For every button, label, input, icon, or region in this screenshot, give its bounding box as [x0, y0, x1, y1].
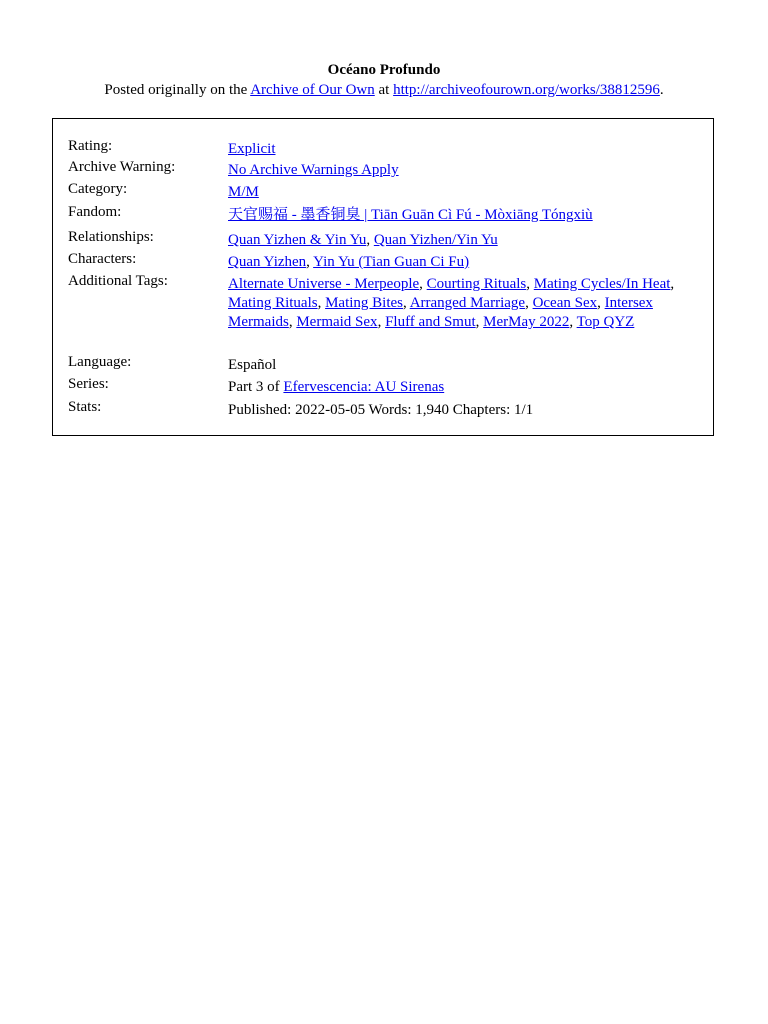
language-label: Language:: [68, 354, 132, 370]
stats-value: Published: 2022-05-05 Words: 1,940 Chapters: 1/1: [228, 402, 534, 418]
character-link[interactable]: Quan Yizhen: [228, 254, 307, 270]
relationship-link[interactable]: Quan Yizhen/Yin Yu: [373, 232, 498, 248]
series-prefix: Part 3 of: [228, 379, 284, 395]
work-title: Océano Profundo: [327, 62, 441, 78]
tag-link[interactable]: Mermaid Sex: [296, 314, 378, 330]
relationship-link[interactable]: Quan Yizhen & Yin Yu: [228, 232, 367, 248]
tag-link[interactable]: Fluff and Smut: [385, 314, 476, 330]
warning-label: Archive Warning:: [68, 159, 176, 175]
language-value: Español: [228, 357, 277, 373]
tags-list: Alternate Universe - Merpeople, Courting Rituals, Mating Cycles/In Heat, Mating Rituals, Mating Bites, Arranged Marriage, Ocean Sex, Intersex Mermaids, Mermaid Sex, Fluff and Smut, MerMay 2022, Top QYZ: [228, 276, 675, 330]
relationships-label: Relationships:: [68, 229, 154, 245]
fandom-label: Fandom:: [68, 204, 122, 220]
posted-prefix: Posted originally on the: [104, 82, 251, 98]
tag-link[interactable]: Mating Rituals: [228, 295, 318, 311]
tag-link[interactable]: Alternate Universe - Merpeople: [228, 276, 420, 292]
archive-link[interactable]: Archive of Our Own: [250, 82, 375, 98]
tag-link[interactable]: MerMay 2022: [483, 314, 570, 330]
series-label: Series:: [68, 376, 109, 392]
tag-link[interactable]: Ocean Sex: [532, 295, 598, 311]
characters-label: Characters:: [68, 251, 137, 267]
tag-link[interactable]: Mating Cycles/In Heat: [533, 276, 671, 292]
posted-suffix: .: [659, 82, 664, 98]
rating-link[interactable]: Explicit: [228, 141, 276, 157]
tag-link[interactable]: Top QYZ: [576, 314, 635, 330]
tags-label: Additional Tags:: [68, 273, 168, 289]
tag-link[interactable]: Arranged Marriage: [409, 295, 526, 311]
series-link[interactable]: Efervescencia: AU Sirenas: [283, 379, 445, 395]
rating-label: Rating:: [68, 138, 113, 154]
posted-line: [0, 82, 768, 99]
tag-link[interactable]: Courting Rituals: [426, 276, 527, 292]
work-url-link[interactable]: http://archiveofourown.org/works/38812596: [393, 82, 660, 98]
tag-link[interactable]: Mating Bites: [325, 295, 404, 311]
category-link[interactable]: M/M: [228, 184, 259, 200]
tag-link[interactable]: Intersex Mermaids: [228, 295, 653, 330]
metadata-box: Rating: Explicit Archive Warning: No Archive Warnings Apply Category: M/M Fandom: 天官赐福 - 墨香铜臭 | Tiān Guān Cì Fú - Mòxiāng Tóngxiù Relationships: Quan Yizhen & Yin Yu, Quan Yizhen/Yin Yu Characters: Quan Yizhen, Yin Yu (Tian Guan Ci Fu) Additional Tags: Alternate Universe - Merpeople, Courting Rituals, Mating Cycles/In Heat, Mating Rituals, Mating Bites, Arranged Marriage, Ocean Sex, Intersex Mermaids, Mermaid Sex, Fluff and Smut, MerMay 2022, Top QYZ Language: Español Series: Part 3 of Efervescencia: AU Sirenas Stats: Published: 2022-05-05 Words: 1,940 Chapters: 1/1: [52, 118, 714, 436]
category-label: Category:: [68, 181, 128, 197]
fandom-link[interactable]: 天官赐福 - 墨香铜臭 | Tiān Guān Cì Fú - Mòxiāng Tóngxiù: [228, 207, 593, 223]
stats-label: Stats:: [68, 399, 102, 415]
posted-mid: at: [374, 82, 394, 98]
character-link[interactable]: Yin Yu (Tian Guan Ci Fu): [313, 254, 470, 270]
warning-link[interactable]: No Archive Warnings Apply: [228, 162, 399, 178]
